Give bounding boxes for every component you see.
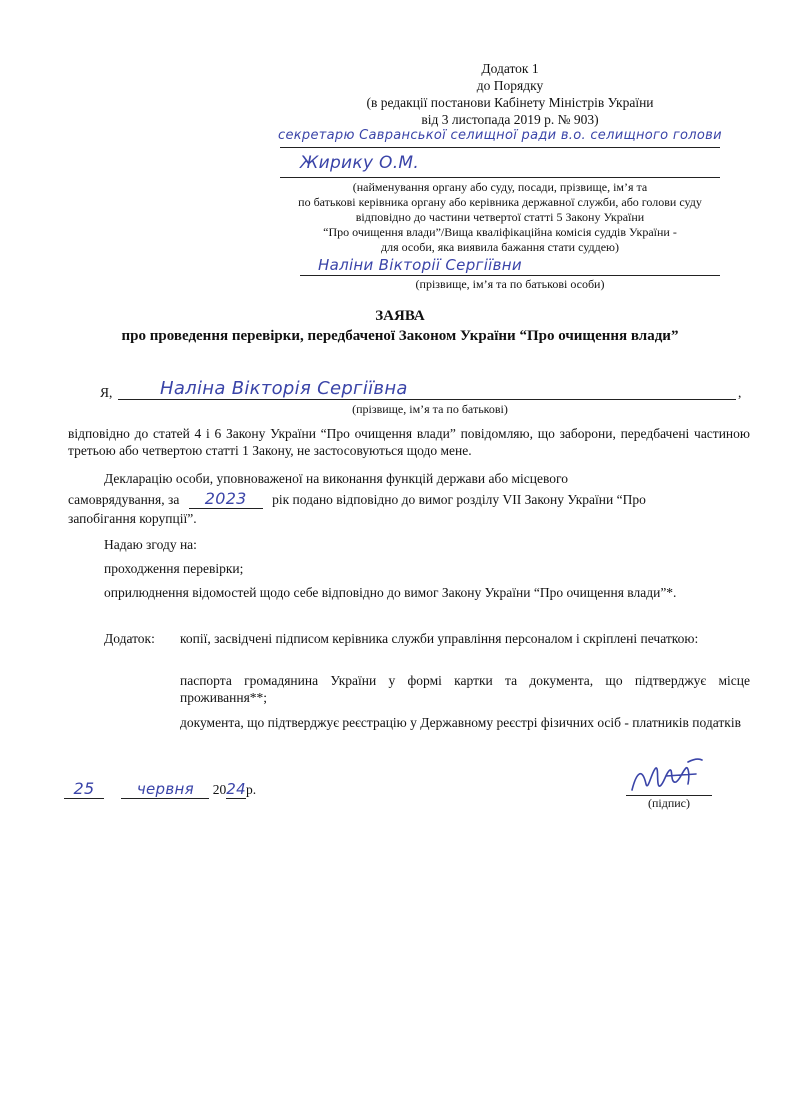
date-month-field — [121, 781, 209, 799]
attachment-item-3: документа, що підтверджує реєстрацію у Державному реєстрі фізичних осіб - платників податків — [180, 715, 741, 730]
consent-item-2: оприлюднення відомостей щодо себе відповідно до вимог Закону України “Про очищення влади”*. — [104, 585, 677, 600]
addressee-caption-line: по батькові керівника органу або керівника державної служби, або голови суду — [298, 195, 702, 209]
declaration-year-field — [189, 490, 263, 509]
declaration-line-1: Декларацію особи, уповноваженої на виконання функцій держави або місцевого — [104, 471, 568, 486]
signature-scribble — [626, 754, 706, 800]
addressee-caption — [270, 180, 730, 255]
statement-suffix: , — [738, 385, 742, 400]
declaration-line-3: запобігання корупції”. — [68, 511, 197, 526]
addressee-handwritten-line-1: секретарю Савранської селищної ради в.о. селищного голови — [278, 128, 722, 143]
attachment-item-1: копії, засвідчені підписом керівника служби управління персоналом і скріплені печаткою: — [180, 631, 699, 646]
statement-caption: (прізвище, ім’я та по батькові) — [352, 402, 508, 416]
signature-caption: (підпис) — [647, 796, 691, 810]
statement-name-underline — [118, 399, 736, 400]
addressee-underline-1 — [280, 147, 720, 148]
attachments-label: Додаток: — [104, 631, 155, 646]
consent-heading: Надаю згоду на: — [104, 537, 197, 552]
date-line — [64, 780, 256, 799]
addressee-underline-2 — [280, 177, 720, 178]
sender-handwritten: Наліни Вікторії Сергіївни — [318, 256, 522, 274]
sender-caption: (прізвище, ім’я та по батькові особи) — [415, 277, 605, 291]
declaration-text-b: рік подано відповідно до вимог розділу VII Закону України “Про — [272, 492, 646, 507]
addressee-caption-line: відповідно до частини четвертої статті 5 Закону України — [355, 210, 645, 224]
annex-block — [320, 60, 700, 128]
date-month: червня — [136, 780, 194, 798]
annex-line-2: до Порядку — [476, 78, 544, 93]
document-title: ЗАЯВА — [375, 308, 425, 324]
annex-line-4: від 3 листопада 2019 р. № 903) — [421, 112, 599, 127]
date-year-prefix: 20 — [212, 782, 227, 797]
date-day: 25 — [73, 779, 95, 798]
annex-line-1: Додаток 1 — [481, 61, 539, 76]
date-year-suffix: 24 — [226, 780, 246, 798]
addressee-caption-line: (найменування органу або суду, посади, прізвище, ім’я та — [352, 180, 648, 194]
statement-handwritten-name: Наліна Вікторія Сергіївна — [160, 378, 408, 399]
annex-line-3: (в редакції постанови Кабінету Міністрів України — [366, 95, 654, 110]
date-suffix: р. — [245, 782, 257, 797]
declaration-year: 2023 — [204, 489, 247, 508]
document-subtitle: про проведення перевірки, передбаченої Законом України “Про очищення влади” — [121, 328, 679, 344]
addressee-caption-line: “Про очищення влади”/Вища кваліфікаційна комісія суддів України - — [323, 225, 677, 239]
sender-underline — [300, 275, 720, 276]
addressee-caption-line: для особи, яка виявила бажання стати суддею) — [381, 240, 619, 254]
addressee-handwritten-line-2: Жирику О.М. — [300, 153, 420, 173]
attachment-item-2: паспорта громадянина України у формі картки та документа, що підтверджує місце проживання**; — [180, 673, 750, 705]
declaration-text-a: самоврядування, за — [68, 492, 180, 507]
consent-item-1: проходження перевірки; — [104, 561, 244, 576]
statement-prefix: Я, — [100, 385, 113, 400]
date-day-field — [64, 780, 104, 799]
statement-paragraph-1: відповідно до статей 4 і 6 Закону України “Про очищення влади” повідомляю, що заборони, передбачені частиною третьою або четвертою статті 1 Закону, не застосовуються щодо мене. — [68, 426, 750, 458]
declaration-line-2 — [68, 490, 758, 509]
